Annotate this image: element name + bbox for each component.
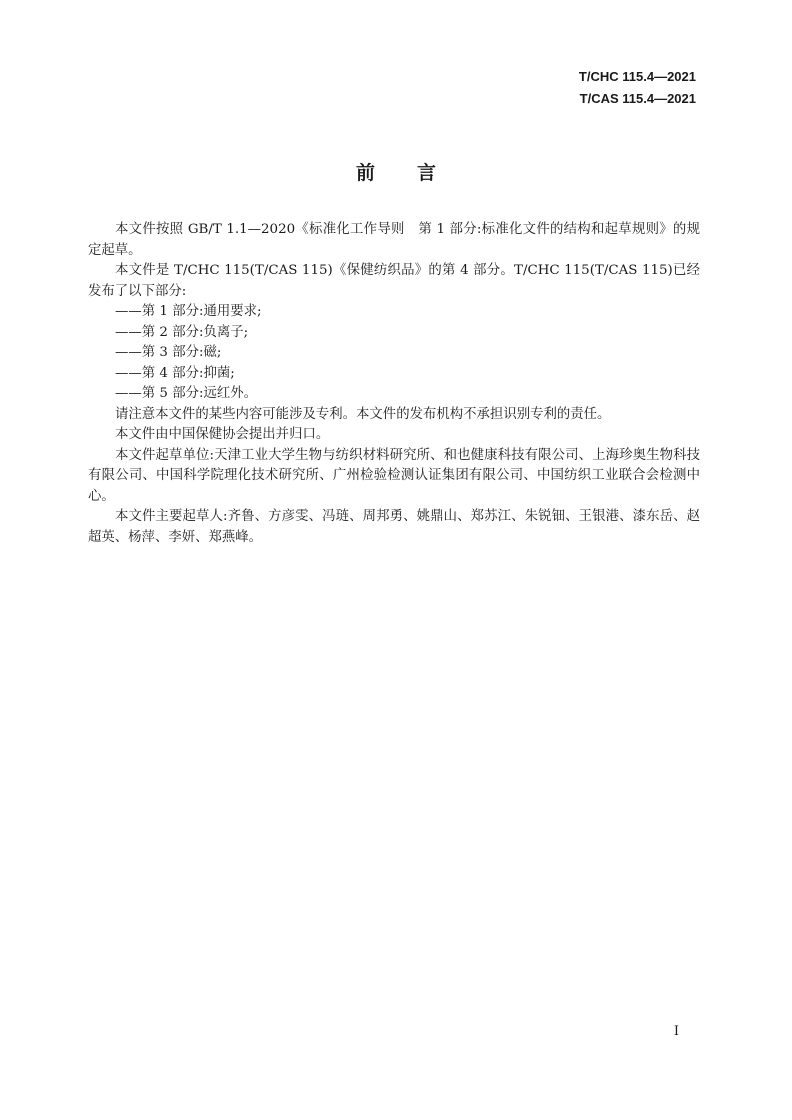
preface-body xyxy=(88,220,700,548)
part-list-item-1: ——第 1 部分:通用要求; xyxy=(115,304,262,319)
page-title: 前言 xyxy=(355,162,478,184)
standard-codes xyxy=(579,66,696,110)
part-list-item-4: ——第 4 部分:抑菌; xyxy=(115,365,235,381)
paragraph-drafting-rules: 本文件按照 GB/T 1.1—2020《标准化工作导则 第 1 部分:标准化文件的结构和起草规则》的规定起草。 xyxy=(88,222,700,258)
page-number: I xyxy=(673,1024,679,1039)
paragraph-drafting-units: 本文件起草单位:天津工业大学生物与纺织材料研究所、和也健康科技有限公司、上海珍奥生物科技有限公司、中国科学院理化技术研究所、广州检验检测认证集团有限公司、中国纺织工业联合会检测中心。 xyxy=(88,447,700,504)
part-list-item-3: ——第 3 部分:磁; xyxy=(115,345,222,360)
standard-code-chc: T/CHC 115.4—2021 xyxy=(578,69,696,84)
paragraph-series-parts: 本文件是 T/CHC 115(T/CAS 115)《保健纺织品》的第 4 部分。T/CHC 115(T/CAS 115)已经发布了以下部分: xyxy=(88,263,700,299)
part-list-item-2: ——第 2 部分:负离子; xyxy=(115,324,249,340)
paragraph-proposer: 本文件由中国保健协会提出并归口。 xyxy=(115,427,330,442)
paragraph-patent-notice: 请注意本文件的某些内容可能涉及专利。本文件的发布机构不承担识别专利的责任。 xyxy=(115,406,611,422)
paragraph-drafters: 本文件主要起草人:齐鲁、方彦雯、冯琏、周邦勇、姚鼎山、郑苏江、朱锐钿、王银港、漆东岳、赵超英、杨萍、李妍、郑燕峰。 xyxy=(88,509,700,545)
standard-code-cas: T/CAS 115.4—2021 xyxy=(579,91,696,106)
part-list-item-5: ——第 5 部分:远红外。 xyxy=(115,386,258,401)
